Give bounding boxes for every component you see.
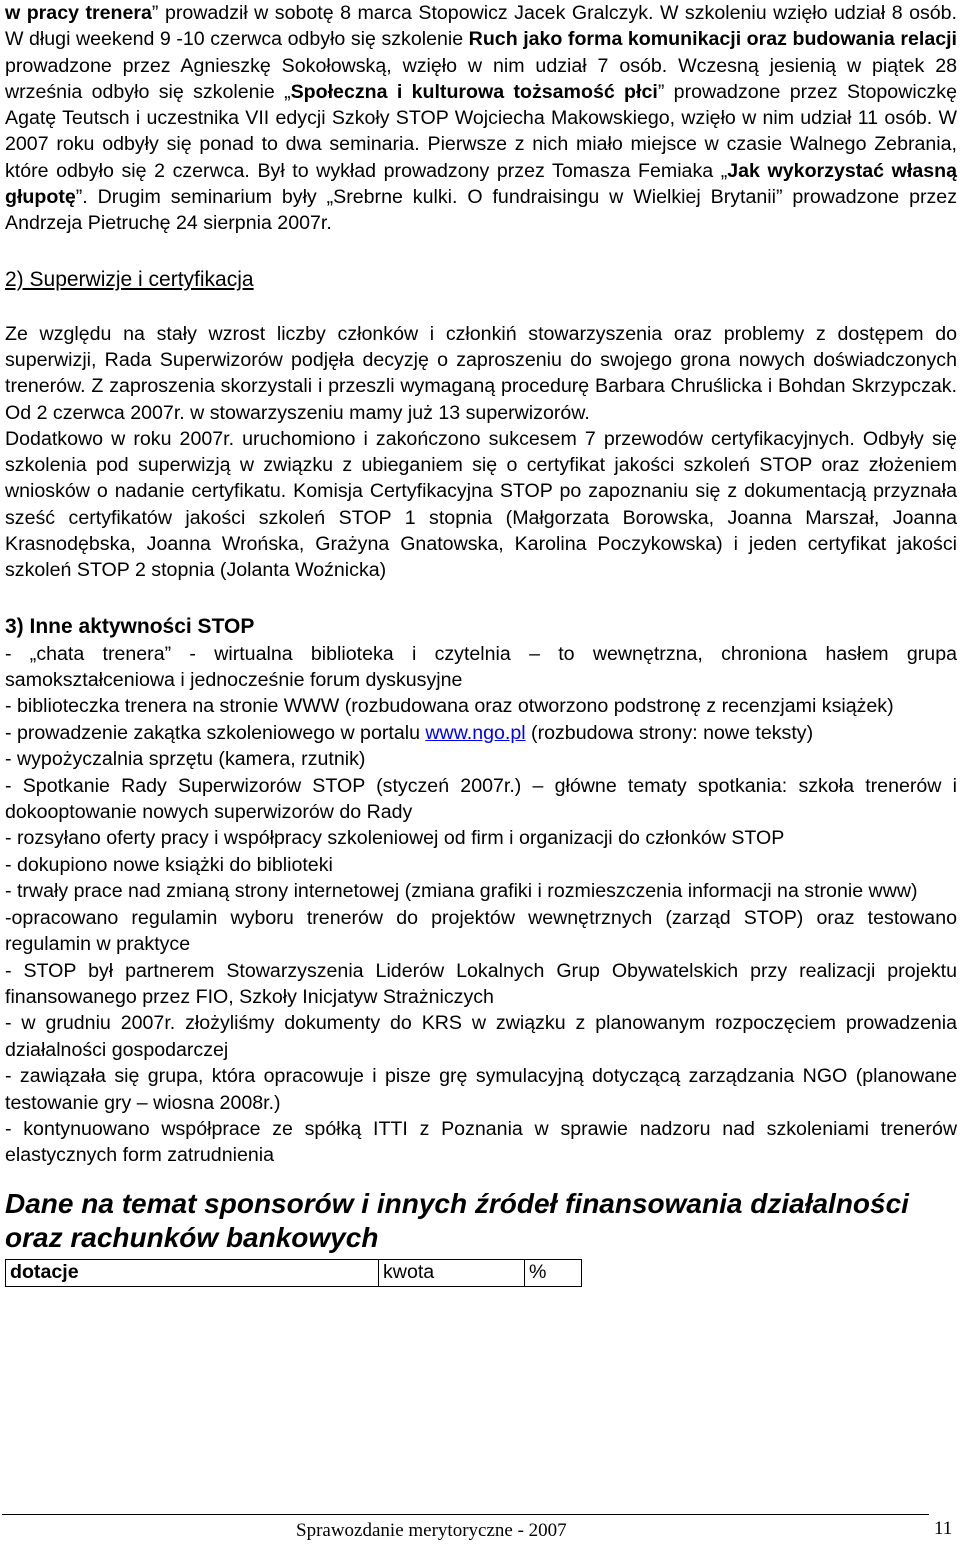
list-item: - STOP był partnerem Stowarzyszenia Liderów Lokalnych Grup Obywatelskich przy realizacji projektu finansowanego przez FIO, Szkoły Inicjatyw Strażniczych — [5, 959, 957, 1008]
ngo-portal-link[interactable]: www.ngo.pl — [425, 721, 526, 744]
intro-paragraph: w pracy trenera” prowadził w sobotę 8 marca Stopowicz Jacek Gralczyk. W szkoleniu wzięło udział 8 osób. W długi weekend 9 -10 czerwca odbyło się szkolenie Ruch jako forma komunikacji oraz budowania relacji prowadzone przez Agnieszkę Sokołowską, wzięło w nim udział 7 osób. Wczesną jesienią w piątek 28 września odbyło się szkolenie „Społeczna i kulturowa tożsamość płci” prowadzone przez Stopowiczkę Agatę Teutsch i uczestnika VII edycji Szkoły STOP Wojciecha Makowskiego, wzięło w nim udział 11 osób. W 2007 roku odbyły się ponad to dwa seminaria. Pierwsze z nich miało miejsce w czasie Walnego Zebrania, które odbyło się 2 czerwca. Był to wykład prowadzony przez Tomasza Femiaka „Jak wykorzystać własną głupotę”. Drugim seminarium były „Srebrne kulki. O fundraisingu w Wielkiej Brytanii” prowadzone przez Andrzeja Pietruchę 24 sierpnia 2007r. — [5, 2, 958, 235]
intro-text-4: . Drugim seminarium były „Srebrne kulki. O fundraisingu w Wielkiej Brytanii” prowadzone przez Andrzeja Pietruchę 24 sierpnia 2007r. — [5, 186, 957, 235]
intro-bold-1: w pracy trenera — [5, 2, 152, 24]
section-3-heading: 3) Inne aktywności STOP — [5, 614, 255, 638]
list-item-portal — [5, 720, 957, 746]
list-item: - wypożyczalnia sprzętu (kamera, rzutnik) — [5, 748, 366, 771]
list-item: - Spotkanie Rady Superwizorów STOP (styczeń 2007r.) – główne tematy spotkania: szkoła trenerów i dokooptowanie nowych superwizorów do Rady — [5, 774, 957, 824]
intro-bold-4: Jak wykorzystać własną głupotę — [5, 159, 958, 209]
list-item: - kontynuowano współprace ze spółką ITTI z Poznania w sprawie nadzoru nad szkoleniami trenerów elastycznych form zatrudnienia — [5, 1117, 957, 1167]
list-item: - „chata trenera” - wirtualna biblioteka i czytelnia – to wewnętrzna, chroniona hasłem grupa samokształceniowa i jednocześnie forum dyskusyjne — [5, 642, 957, 692]
list-item: - trwały prace nad zmianą strony internetowej (zmiana grafiki i rozmieszczenia informacji na stronie www) — [5, 880, 918, 903]
intro-text-2: prowadzone przez Agnieszkę Sokołowską, wzięło w nim udział 7 osób. Wczesną jesienią w piątek 28 września odbyło się szkolenie „ — [5, 54, 957, 103]
table-header-cell: kwota — [379, 1259, 525, 1286]
list-item: - zawiązała się grupa, która opracowuje i pisze grę symulacyjną dotyczącą zarządzania NGO (planowane testowanie gry – wiosna 2008r.) — [5, 1065, 957, 1114]
portal-item-text: - prowadzenie zakątka szkoleniowego w portalu — [5, 721, 426, 744]
section-2-paragraph-2: Dodatkowo w roku 2007r. uruchomiono i zakończono sukcesem 7 przewodów certyfikacyjnych. Odbyły się szkolenia pod superwizją w związku z ubieganiem się o certyfikat jakości szkoleń STOP oraz złożeniem wniosków o nadanie certyfikatu. Komisja Certyfikacyjna STOP po zapoznaniu się z dokumentacją przyznała sześć certyfikatów jakości szkoleń STOP 1 stopnia (Małgorzata Borowska, Joanna Marszał, Joanna Krasnodębska, Joanna Wrońska, Grażyna Gnatowska, Karolina Poczykowska) i jeden certyfikat jakości szkoleń STOP 2 stopnia (Jolanta Woźnicka) — [5, 427, 957, 582]
section-2-paragraph-1: Ze względu na stały wzrost liczby członków i członkiń stowarzyszenia oraz problemy z dostępem do superwizji, Rada Superwizorów podjęła decyzję o zaproszeniu do swojego grona nowych doświadczonych trenerów. Z zaproszenia skorzystali i przeszli wymaganą procedurę Barbara Chruślicka i Bohdan Skrzypczak. Od 2 czerwca 2007r. w stowarzyszeniu mamy już 13 superwizorów. — [5, 322, 957, 424]
activities-list — [5, 641, 957, 1169]
portal-item-text-after: (rozbudowa strony: nowe teksty) — [525, 721, 814, 744]
list-item: -opracowano regulamin wyboru trenerów do projektów wewnętrznych (zarząd STOP) oraz testowano regulamin w praktyce — [5, 906, 957, 956]
sponsors-heading: Dane na temat sponsorów i innych źródeł finansowania działalności oraz rachunków bankowych — [5, 1187, 909, 1253]
page-number: 11 — [934, 1518, 953, 1539]
table-header-cell: % — [525, 1259, 582, 1286]
footer-title: Sprawozdanie merytoryczne - 2007 — [296, 1520, 567, 1541]
table-header-cell: dotacje — [6, 1259, 379, 1286]
table-header-row — [6, 1259, 582, 1286]
list-item: - w grudniu 2007r. złożyliśmy dokumenty do KRS w związku z planowanym rozpoczęciem prowadzenia działalności gospodarczej — [5, 1012, 957, 1061]
section-2-heading: 2) Superwizje i certyfikacja — [5, 267, 254, 291]
intro-bold-3: Społeczna i kulturowa tożsamość płci — [290, 80, 658, 103]
list-item: - dokupiono nowe książki do biblioteki — [5, 853, 333, 876]
footer-divider — [2, 1514, 929, 1515]
funding-table — [5, 1259, 582, 1287]
intro-bold-2: Ruch jako forma komunikacji oraz budowania relacji — [468, 28, 957, 51]
document-page — [5, 0, 957, 1287]
intro-text-1: prowadził w sobotę 8 marca Stopowicz Jacek Gralczyk. W szkoleniu wzięło udział 8 osób. W długi weekend 9 -10 czerwca odbyło się szkolenie — [5, 2, 958, 51]
list-item: - rozsyłano oferty pracy i współpracy szkoleniowej od firm i organizacji do członków STOP — [5, 827, 785, 850]
list-item: - biblioteczka trenera na stronie WWW (rozbudowana oraz otworzono podstronę z recenzjami książek) — [5, 695, 894, 718]
intro-text-3: prowadzone przez Stopowiczkę Agatę Teutsch i uczestnika VII edycji Szkoły STOP Wojciecha Makowskiego, wzięło w nim udział 11 osób. W 2007 roku odbyły się ponad to dwa seminaria. Pierwsze z nich miało miejsce w czasie Walnego Zebrania, które odbyło się 2 czerwca. Był to wykład prowadzony przez Tomasza Femiaka „ — [5, 80, 957, 182]
